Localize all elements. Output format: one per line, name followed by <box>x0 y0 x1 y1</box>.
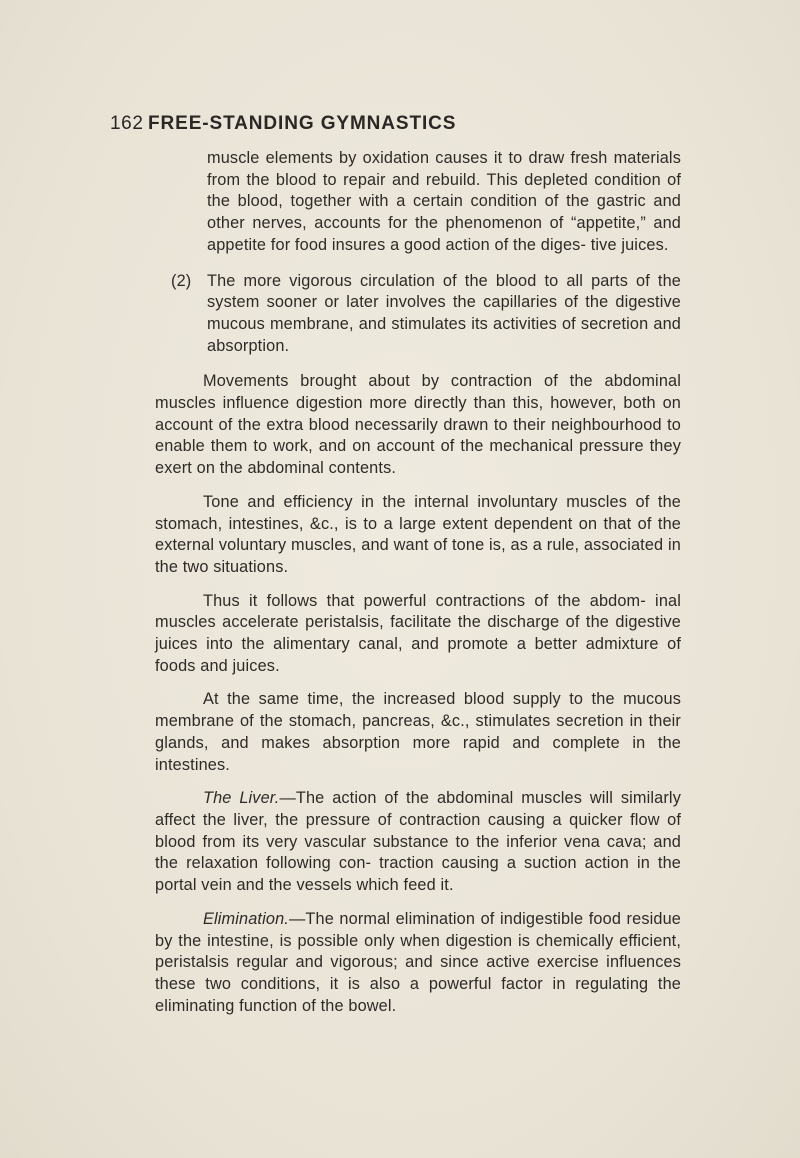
numbered-paragraph-text: The more vigorous circulation of the blood to all parts of the system sooner or later involves the capillaries of the digestive mucous membrane, and stimulates its activities of secretion and absorption. <box>207 271 681 355</box>
page-number: 162 <box>110 113 144 134</box>
paragraph-elimination <box>155 909 681 1018</box>
section-lead-elimination: Elimination. <box>203 909 289 928</box>
paragraph-tone: Tone and efficiency in the internal involuntary muscles of the stomach, intestines, &c., is to a large extent dependent on that of the external voluntary muscles, and want of tone is, as a rule, associated in the two situations. <box>155 492 681 576</box>
paragraph-liver-text: —The action of the abdominal muscles will similarly affect the liver, the pressure of contraction causing a quicker flow of blood from its very vascular substance to the inferior vena cava; and the relaxation following con- traction causing a suction action in the portal vein and the vessels which feed it. <box>155 789 681 895</box>
paragraph-liver <box>155 788 681 897</box>
paragraph-peristalsis: Thus it follows that powerful contractions of the abdom- inal muscles accelerate peristalsis, facilitate the discharge of the digestive juices into the alimentary canal, and promote a better admixture of foods and juices. <box>155 591 681 675</box>
running-head <box>110 113 710 143</box>
numbered-paragraph <box>171 271 681 358</box>
section-lead-liver: The Liver. <box>203 789 280 808</box>
paragraph-elimination-text: —The normal elimination of indigestible food residue by the intestine, is possible only when digestion is chemically efficient, peristalsis regular and vigorous; and since active exercise influences these two conditions, it is also a powerful factor in regulating the eliminating function of the bowel. <box>155 909 681 1015</box>
paragraph-blood-supply: At the same time, the increased blood supply to the mucous membrane of the stomach, pancreas, &c., stimulates secretion in their glands, and makes absorption more rapid and complete in the intestines. <box>155 690 681 774</box>
page-title: FREE-STANDING GYMNASTICS <box>148 113 457 134</box>
paragraph-continuation: muscle elements by oxidation causes it to draw fresh materials from the blood to repair and rebuild. This depleted condition of the blood, together with a certain condition of the gastric and other nerves, accounts for the phenomenon of “appetite,” and appetite for food insures a good action of the diges- tive juices. <box>207 149 681 254</box>
paragraph-abdominal-movements: Movements brought about by contraction of the abdominal muscles influence digestion more directly than this, however, both on account of the extra blood necessarily drawn to their neighbourhood to enable them to work, and on account of the mechanical pressure they exert on the abdominal contents. <box>155 372 681 478</box>
page-content <box>155 148 681 1017</box>
paragraph-number: (2) <box>171 271 192 290</box>
